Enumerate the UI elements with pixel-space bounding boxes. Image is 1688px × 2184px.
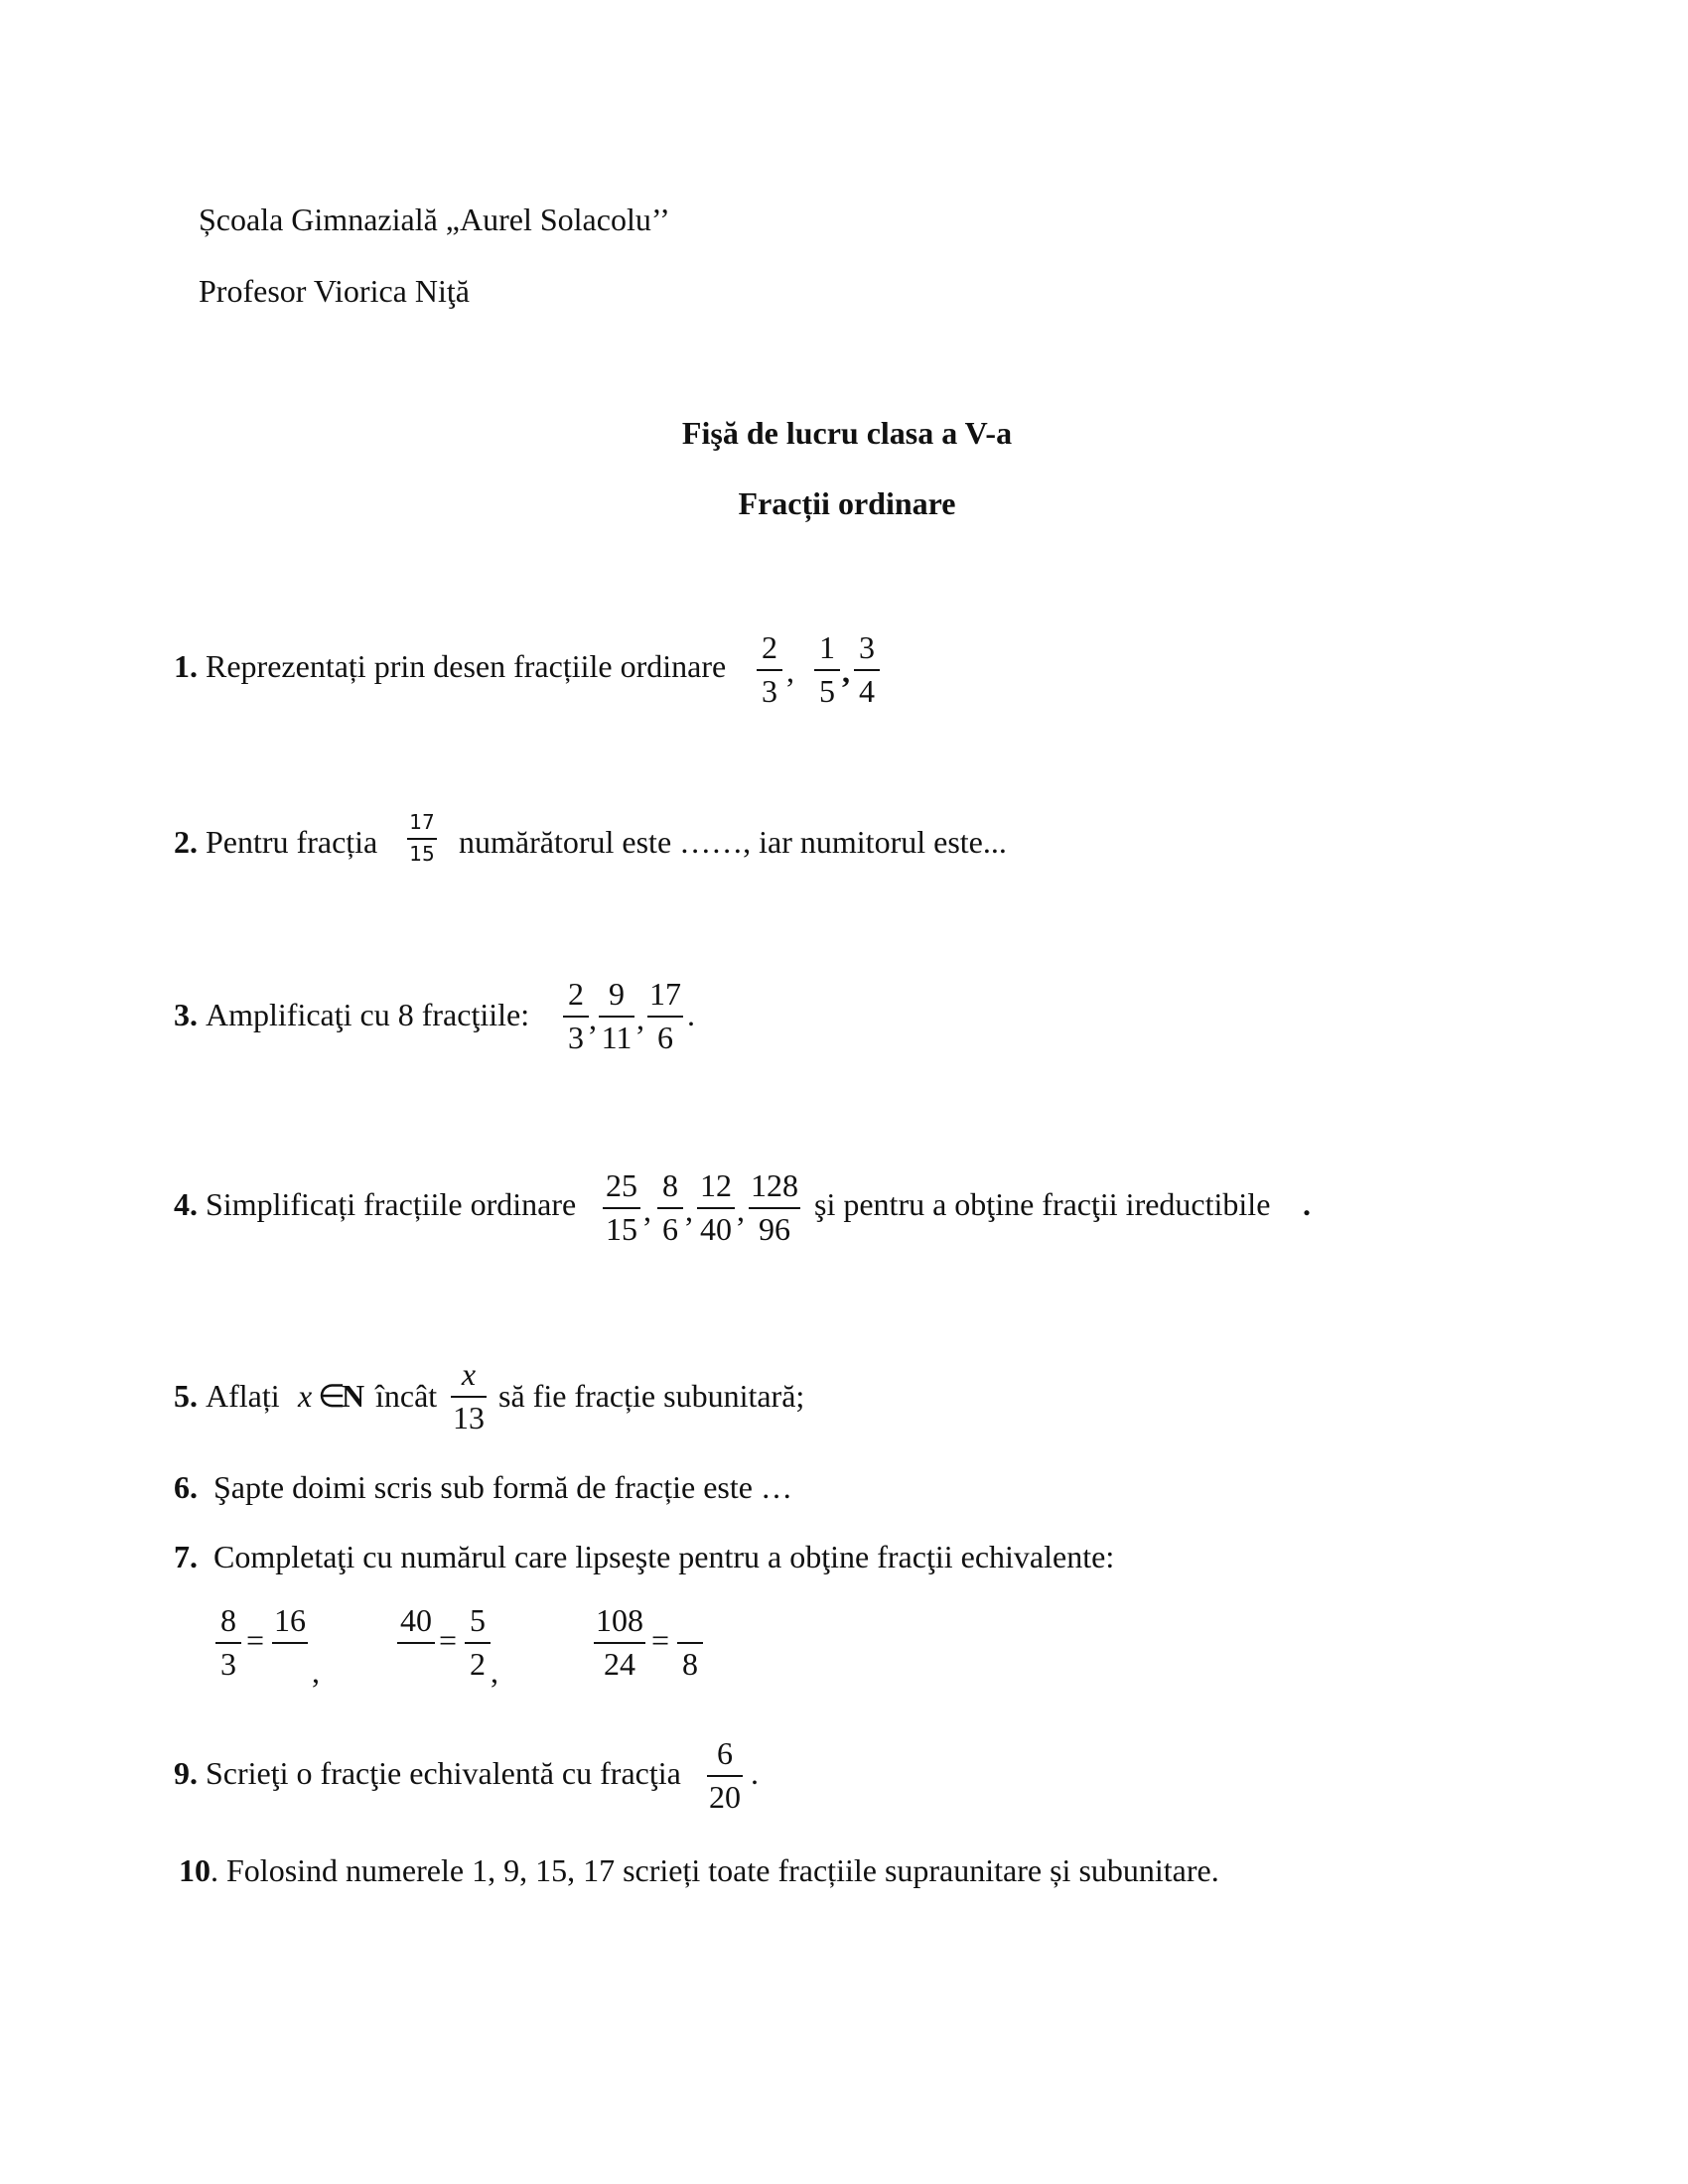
question-number: 3. [174,997,198,1032]
question-text: Şapte doimi scris sub formă de fracție este … [213,1469,792,1505]
question-number: 2. [174,824,198,860]
question-text: Amplificaţi cu 8 fracţiile: [206,997,530,1032]
fraction: 3 4 [852,631,882,711]
fraction: 8 3 [213,1604,243,1684]
fraction: 1 5 [812,631,842,711]
fraction: 40 [395,1604,437,1684]
fraction: 12 40 [695,1169,737,1249]
fraction: 16 [270,1604,310,1684]
question-number: 10 [179,1852,211,1888]
question-number: 1. [174,648,198,684]
question-text: Reprezentați prin desen fracțiile ordinare [206,648,727,684]
question-text: Scrieţi o fracţie echivalentă cu fracţia [206,1755,681,1791]
worksheet-title: Fişă de lucru clasa a V-a [681,415,1013,451]
question-number: 6. [174,1469,198,1505]
fraction: 2 3 [755,631,784,711]
question-number: 5. [174,1378,198,1414]
question-text: Completaţi cu numărul care lipseşte pentru a obţine fracţii echivalente: [213,1539,1115,1574]
fraction: 17 6 [649,976,681,1055]
fraction: 9 11 [597,978,636,1057]
question-number: 9. [174,1755,198,1791]
question-text: . Folosind numerele 1, 9, 15, 17 scrieți toate fracțiile supraunitare și subunitare. [211,1852,1219,1888]
fraction: 25 15 [601,1169,642,1249]
question-text-continued: şi pentru a obţine fracţii ireductibile [814,1186,1271,1222]
question-text-continued: numărătorul este ……, iar numitorul este... [459,824,1007,860]
fraction: 108 24 [596,1602,643,1682]
school-name: Școala Gimnazială „Aurel Solacolu’’ [199,202,670,237]
fraction: 128 96 [751,1167,798,1247]
question-text: Pentru fracția [206,824,378,860]
question-text-continued: să fie fracție subunitară; [498,1378,805,1414]
fraction: 17 15 [405,812,439,872]
question-text: Aflați [206,1378,280,1414]
question-text: Simplificați fracțiile ordinare [206,1186,577,1222]
fraction: 8 6 [655,1169,685,1249]
worksheet-subtitle: Fracții ordinare [738,485,956,521]
fraction: x 13 [453,1356,485,1435]
question-number: 7. [174,1539,198,1574]
fraction: 2 3 [561,978,591,1057]
fraction: 8 [675,1604,705,1684]
fraction: 5 2 [463,1604,492,1684]
teacher-name: Profesor Viorica Niţă [199,273,470,309]
fraction: 6 20 [709,1735,741,1815]
question-number: 4. [174,1186,198,1222]
